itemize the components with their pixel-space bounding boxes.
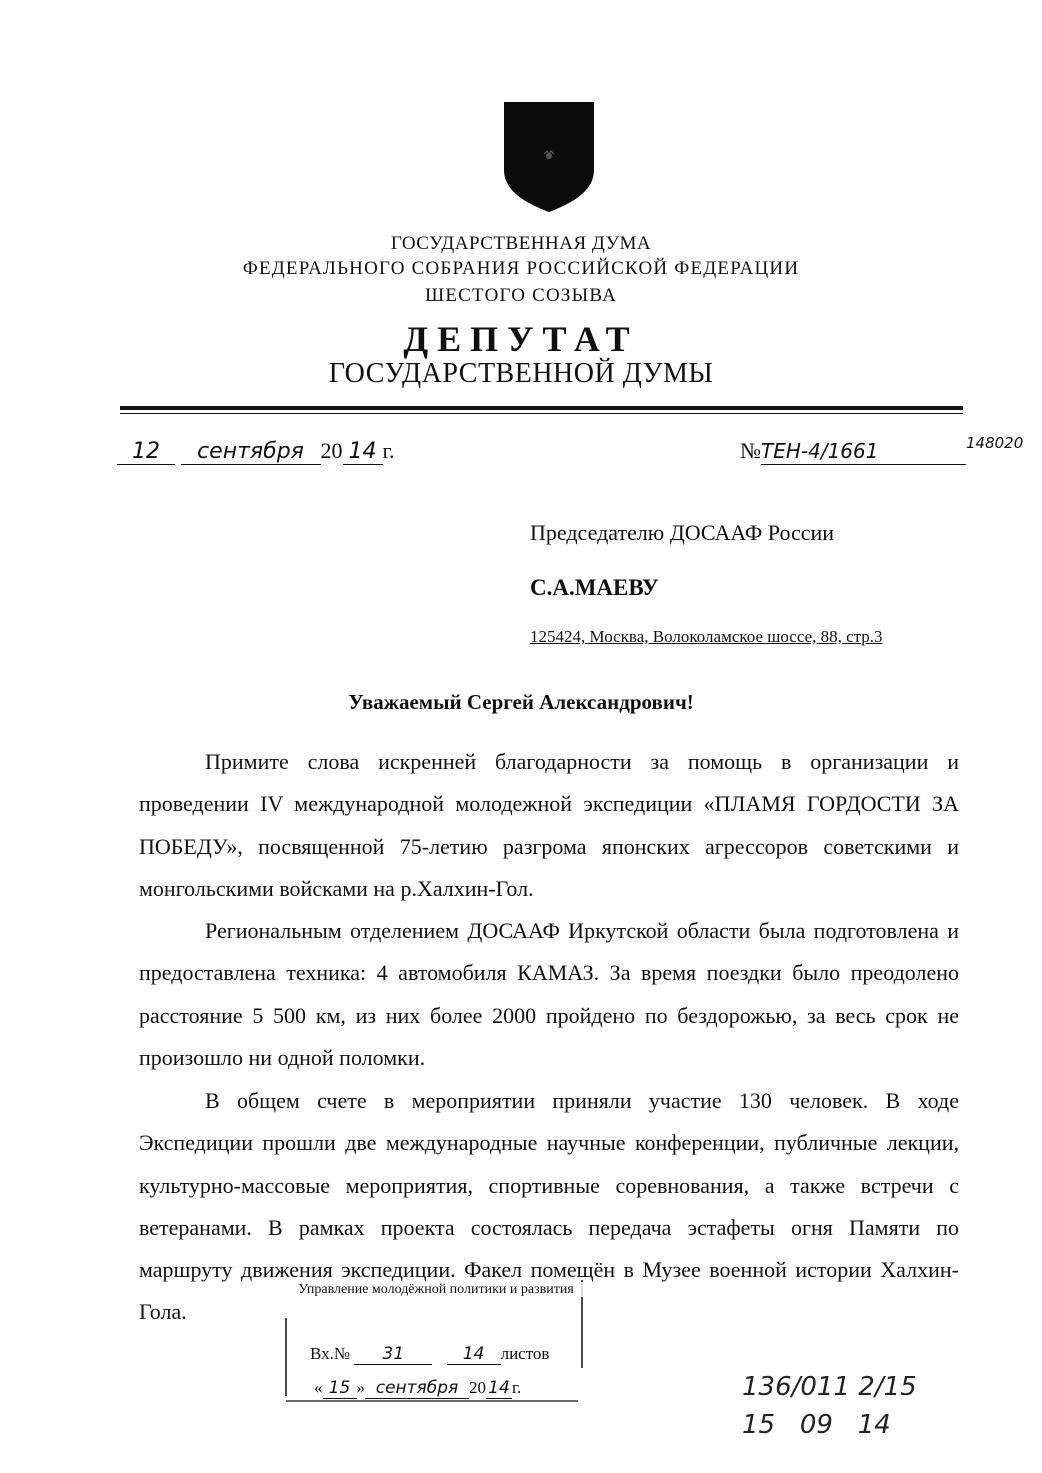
- header-rule-thick: [120, 406, 963, 410]
- stamp-vx-number: 31: [354, 1344, 432, 1365]
- date-day: 12: [117, 439, 175, 465]
- stamp-day: 15: [323, 1378, 357, 1399]
- handwritten-note: [742, 1368, 917, 1444]
- registration-stamp: [278, 1278, 584, 1402]
- date-year-prefix: 20: [320, 438, 343, 463]
- handwritten-note-line-2: 15 09 14: [742, 1410, 891, 1440]
- org-line-3: ШЕСТОГО СОЗЫВА: [425, 285, 617, 306]
- date-year-unit: г.: [382, 438, 395, 463]
- number-label: №: [740, 438, 761, 463]
- letter-number: [740, 434, 1024, 465]
- letter-date: [117, 438, 395, 465]
- stamp-date: « 15 » сентября 20 14 г.: [314, 1378, 522, 1398]
- letterhead-title: ДЕПУТАТ: [403, 319, 639, 359]
- date-year-suffix: 14: [343, 439, 383, 465]
- number-value: ТЕН-4/1661: [761, 439, 879, 463]
- paragraph-3: В общем счете в мероприятии приняли участие 130 человек. В ходе Экспедиции прошли две международные научные конференции, публичные лекции, культурно-массовые мероприятия, спортивные соревнования, а также встречи с ветеранами. В рамках проекта состоялась передача эстафеты огня Памяти по маршруту движения экспедиции. Факел помещён в Музее военной истории Халхин-Гола.: [139, 1088, 959, 1325]
- paragraph-2: Региональным отделением ДОСААФ Иркутской области была подготовлена и предоставлена техника: 4 автомобиля КАМАЗ. За время поездки было преодолено расстояние 5 500 км, из них более 2000 пройдено по бездорожью, за весь срок не произошло ни одной поломки.: [139, 918, 959, 1070]
- date-month: сентября: [181, 439, 321, 465]
- stamp-title: Управление молодёжной политики и развития: [288, 1282, 584, 1297]
- letterhead-subtitle: ГОСУДАРСТВЕННОЙ ДУМЫ: [328, 358, 714, 389]
- org-line-1: ГОСУДАРСТВЕННАЯ ДУМА: [390, 233, 652, 254]
- recipient-name: С.А.МАЕВУ: [530, 575, 659, 600]
- salutation: Уважаемый Сергей Александрович!: [348, 690, 694, 714]
- handwritten-note-line-1: 136/011 2/15: [742, 1372, 917, 1402]
- org-line-2: ФЕДЕРАЛЬНОГО СОБРАНИЯ РОССИЙСКОЙ ФЕДЕРАЦИИ: [242, 258, 800, 279]
- stamp-month: сентября: [365, 1378, 469, 1399]
- stamp-year-suffix: 14: [486, 1378, 512, 1399]
- recipient-title: Председателю ДОСААФ России: [530, 520, 835, 545]
- stamp-incoming-number: Вх.№ 31 14 листов: [310, 1344, 550, 1364]
- number-extra: 148020: [966, 434, 1024, 452]
- header-rule-thin: [120, 413, 963, 414]
- paragraph-1: Примите слова искренней благодарности за помощь в организации и проведении IV международной молодежной экспедиции «ПЛАМЯ ГОРДОСТИ ЗА ПОБЕДУ», посвященной 75-летию разгрома японских агрессоров советскими и монгольскими войсками на р.Халхин-Гол.: [139, 749, 959, 901]
- stamp-sheets: 14: [447, 1344, 501, 1365]
- stamp-sheets-label: листов: [500, 1344, 550, 1363]
- recipient-address: 125424, Москва, Волоколамское шоссе, 88, стр.3: [530, 627, 883, 646]
- coat-of-arms-icon: [500, 100, 598, 214]
